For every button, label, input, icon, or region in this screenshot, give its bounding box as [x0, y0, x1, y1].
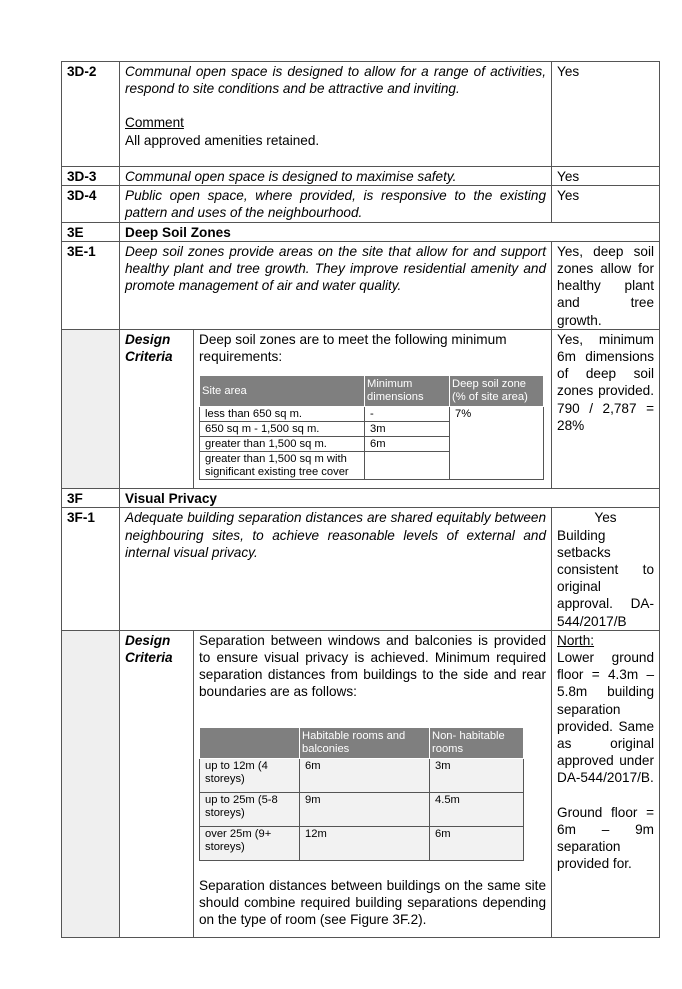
- row-status: Yes, deep soil zones allow for healthy plant and tree growth.: [552, 241, 660, 329]
- inner-cell: over 25m (9+ storeys): [200, 826, 300, 860]
- row-status: Yes, minimum 6m dimensions of deep soil zones provided. 790 / 2,787 = 28%: [552, 329, 660, 488]
- section-row: [62, 222, 660, 241]
- inner-cell: -: [365, 407, 450, 422]
- row-code: 3D-3: [62, 167, 120, 186]
- table-row: [62, 186, 660, 222]
- inner-cell: 6m: [430, 826, 524, 860]
- inner-header: Deep soil zone (% of site area): [450, 376, 544, 407]
- design-criteria-row: [62, 329, 660, 488]
- status-yes: Yes: [594, 510, 617, 526]
- row-status: Yes: [552, 62, 660, 167]
- criteria-footer: Separation distances between buildings on the same site should combine required building separations depending on the type of room (see Figure 3F.2).: [199, 877, 547, 928]
- compliance-table: [61, 61, 660, 938]
- inner-row: [200, 407, 544, 422]
- objective-text: Adequate building separation distances are shared equitably between neighbouring sites, to achieve reasonable levels of external and internal visual privacy.: [120, 508, 552, 630]
- comment-label: Comment: [125, 115, 184, 131]
- inner-cell: greater than 1,500 sq m with significant existing tree cover: [200, 452, 365, 480]
- inner-cell: [365, 452, 450, 480]
- comment-text: All approved amenities retained.: [125, 132, 320, 148]
- design-criteria-label: Design Criteria: [120, 630, 194, 937]
- section-code: 3E: [62, 222, 120, 241]
- criteria-text: Separation between windows and balconies is provided to ensure visual privacy is achieved. Minimum required separation distances from buildings to the side and rear boundaries are as follows:: [199, 632, 547, 700]
- section-code: 3F: [62, 489, 120, 508]
- row-status: Yes: [552, 167, 660, 186]
- inner-cell: up to 25m (5-8 storeys): [200, 792, 300, 826]
- inner-header: Habitable rooms and balconies: [300, 727, 430, 758]
- row-code: 3E-1: [62, 241, 120, 329]
- objective-text: Communal open space is designed to maximise safety.: [120, 167, 552, 186]
- inner-header: Site area: [200, 376, 365, 407]
- separation-table: [199, 727, 524, 861]
- inner-cell: 9m: [300, 792, 430, 826]
- design-criteria-label: Design Criteria: [120, 329, 194, 488]
- criteria-cell: [194, 630, 552, 937]
- inner-cell: less than 650 sq m.: [200, 407, 365, 422]
- blank-cell: [62, 630, 120, 937]
- inner-cell: 6m: [365, 437, 450, 452]
- row-code: 3F-1: [62, 508, 120, 630]
- inner-header: Minimum dimensions: [365, 376, 450, 407]
- row-status: Yes: [552, 186, 660, 222]
- inner-header-row: [200, 727, 524, 758]
- row-status: [552, 508, 660, 630]
- row-code: 3D-4: [62, 186, 120, 222]
- objective-text: Communal open space is designed to allow for a range of activities, respond to site conditions and be attractive and inviting.: [125, 64, 547, 97]
- objective-text: Deep soil zones provide areas on the site that allow for and support healthy plant and tree growth. They improve residential amenity and promote management of air and water quality.: [120, 241, 552, 329]
- section-title: Deep Soil Zones: [120, 222, 660, 241]
- inner-cell: greater than 1,500 sq m.: [200, 437, 365, 452]
- status-heading: North:: [557, 632, 595, 648]
- row-code: 3D-2: [62, 62, 120, 167]
- inner-header-row: [200, 376, 544, 407]
- inner-row: [200, 792, 524, 826]
- blank-cell: [62, 329, 120, 488]
- inner-row: [200, 826, 524, 860]
- row-status: [552, 630, 660, 937]
- inner-row: [200, 758, 524, 792]
- status-text: Ground floor = 6m – 9m separation provided for.: [557, 804, 655, 872]
- row-objective: [120, 62, 552, 167]
- inner-cell: 3m: [365, 422, 450, 437]
- inner-cell: 650 sq m - 1,500 sq m.: [200, 422, 365, 437]
- inner-cell: 4.5m: [430, 792, 524, 826]
- inner-cell: 6m: [300, 758, 430, 792]
- criteria-text: Deep soil zones are to meet the following minimum requirements:: [199, 331, 507, 365]
- status-text: Building setbacks consistent to original approval. DA-544/2017/B: [557, 527, 655, 629]
- inner-cell: 3m: [430, 758, 524, 792]
- table-row: [62, 167, 660, 186]
- deep-soil-table: [199, 375, 544, 480]
- table-row: [62, 241, 660, 329]
- inner-header: [200, 727, 300, 758]
- table-row: [62, 62, 660, 167]
- inner-cell-percent: 7%: [450, 407, 544, 480]
- design-criteria-row: [62, 630, 660, 937]
- status-text: Lower ground floor = 4.3m – 5.8m building separation provided. Same as original approved under DA-544/2017/B.: [557, 650, 655, 786]
- objective-text: Public open space, where provided, is responsive to the existing pattern and uses of the neighbourhood.: [120, 186, 552, 222]
- inner-header: Non- habitable rooms: [430, 727, 524, 758]
- criteria-cell: [194, 329, 552, 488]
- section-title: Visual Privacy: [120, 489, 660, 508]
- section-row: [62, 489, 660, 508]
- inner-cell: up to 12m (4 storeys): [200, 758, 300, 792]
- inner-cell: 12m: [300, 826, 430, 860]
- table-row: [62, 508, 660, 630]
